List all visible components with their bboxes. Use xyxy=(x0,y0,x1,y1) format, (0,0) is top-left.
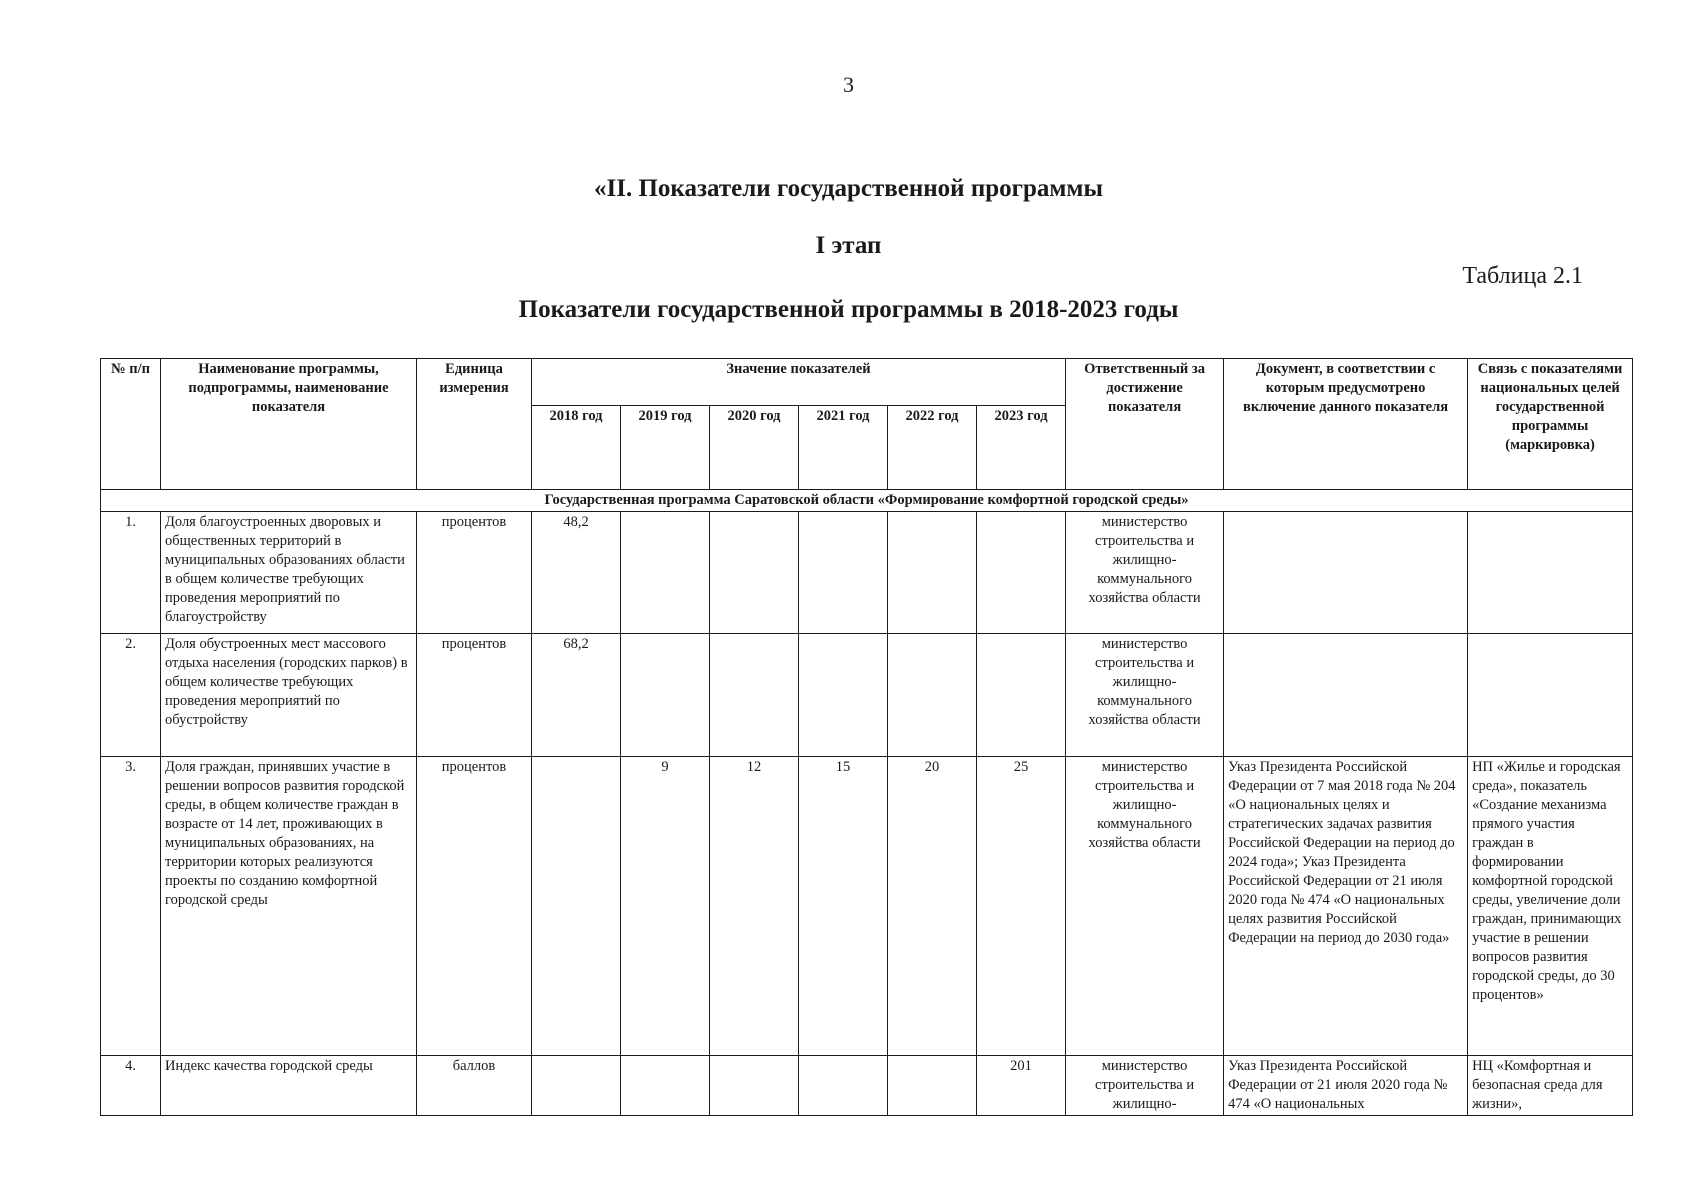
value-cell: 201 xyxy=(977,1056,1066,1116)
header-year: 2018 год xyxy=(532,406,621,490)
header-name: Наименование программы, подпрограммы, наименование показателя xyxy=(161,359,417,490)
header-link: Связь с показателями национальных целей государственной программы (маркировка) xyxy=(1468,359,1633,490)
row-num: 1. xyxy=(101,512,161,634)
value-cell xyxy=(888,512,977,634)
value-cell: 9 xyxy=(621,757,710,1056)
responsible-cell: министерство строительства и жилищно-коммунального хозяйства области xyxy=(1066,634,1224,757)
value-cell xyxy=(621,1056,710,1116)
document-cell xyxy=(1224,512,1468,634)
value-cell: 25 xyxy=(977,757,1066,1056)
header-unit: Единица измерения xyxy=(417,359,532,490)
value-cell: 20 xyxy=(888,757,977,1056)
value-cell xyxy=(888,634,977,757)
header-values: Значение показателей xyxy=(532,359,1066,406)
program-title: Государственная программа Саратовской области «Формирование комфортной городской среды» xyxy=(101,490,1633,512)
link-cell xyxy=(1468,634,1633,757)
value-cell xyxy=(532,1056,621,1116)
link-cell xyxy=(1468,512,1633,634)
row-num: 4. xyxy=(101,1056,161,1116)
responsible-cell: министерство строительства и жилищно-коммунального хозяйства области xyxy=(1066,512,1224,634)
link-cell: НЦ «Комфортная и безопасная среда для жизни», xyxy=(1468,1056,1633,1116)
table-row xyxy=(101,512,1633,634)
indicator-name: Доля благоустроенных дворовых и общественных территорий в муниципальных образованиях области в общем количестве требующих проведения мероприятий по благоустройству xyxy=(161,512,417,634)
value-cell xyxy=(710,512,799,634)
value-cell xyxy=(532,757,621,1056)
value-cell xyxy=(977,512,1066,634)
link-cell: НП «Жилье и городская среда», показатель «Создание механизма прямого участия граждан в формировании комфортной городской среды, увеличение доли граждан, принимающих участие в решении вопросов развития городской среды, до 30 процентов» xyxy=(1468,757,1633,1056)
unit-cell: процентов xyxy=(417,757,532,1056)
value-cell: 48,2 xyxy=(532,512,621,634)
value-cell xyxy=(710,1056,799,1116)
header-responsible: Ответственный за достижение показателя xyxy=(1066,359,1224,490)
program-row xyxy=(101,490,1633,512)
value-cell xyxy=(799,1056,888,1116)
document-cell: Указ Президента Российской Федерации от 21 июля 2020 года № 474 «О национальных xyxy=(1224,1056,1468,1116)
header-year: 2021 год xyxy=(799,406,888,490)
table-row xyxy=(101,1056,1633,1116)
value-cell xyxy=(621,634,710,757)
header-document: Документ, в соответствии с которым предусмотрено включение данного показателя xyxy=(1224,359,1468,490)
unit-cell: процентов xyxy=(417,512,532,634)
row-num: 3. xyxy=(101,757,161,1056)
value-cell: 68,2 xyxy=(532,634,621,757)
header-year: 2023 год xyxy=(977,406,1066,490)
responsible-cell: министерство строительства и жилищно- xyxy=(1066,1056,1224,1116)
value-cell xyxy=(710,634,799,757)
unit-cell: баллов xyxy=(417,1056,532,1116)
value-cell xyxy=(888,1056,977,1116)
header-year: 2022 год xyxy=(888,406,977,490)
header-year: 2020 год xyxy=(710,406,799,490)
section-title: «II. Показатели государственной программы xyxy=(594,175,1103,202)
table-title: Показатели государственной программы в 2018-2023 годы xyxy=(518,296,1179,323)
responsible-cell: министерство строительства и жилищно-коммунального хозяйства области xyxy=(1066,757,1224,1056)
value-cell: 15 xyxy=(799,757,888,1056)
document-cell: Указ Президента Российской Федерации от 7 мая 2018 года № 204 «О национальных целях и стратегических задачах развития Российской Федерации на период до 2024 года»; Указ Президента Российской Федерации от 21 июля 2020 года № 474 «О национальных целях развития Российской Федерации на период до 2030 года» xyxy=(1224,757,1468,1056)
table-row xyxy=(101,634,1633,757)
row-num: 2. xyxy=(101,634,161,757)
value-cell xyxy=(621,512,710,634)
indicator-name: Доля граждан, принявших участие в решении вопросов развития городской среды, в общем количестве граждан в возрасте от 14 лет, проживающих в муниципальных образованиях, на территории которых реализуются проекты по созданию комфортной городской среды xyxy=(161,757,417,1056)
page-number: 3 xyxy=(843,72,854,97)
value-cell xyxy=(977,634,1066,757)
value-cell xyxy=(799,634,888,757)
table-label: Таблица 2.1 xyxy=(1462,263,1583,289)
stage-title: I этап xyxy=(815,232,882,259)
indicator-name: Индекс качества городской среды xyxy=(161,1056,417,1116)
indicators-table xyxy=(100,358,1633,1116)
header-num: № п/п xyxy=(101,359,161,490)
value-cell xyxy=(799,512,888,634)
table-row xyxy=(101,757,1633,1056)
unit-cell: процентов xyxy=(417,634,532,757)
header-year: 2019 год xyxy=(621,406,710,490)
document-cell xyxy=(1224,634,1468,757)
value-cell: 12 xyxy=(710,757,799,1056)
indicator-name: Доля обустроенных мест массового отдыха населения (городских парков) в общем количестве требующих проведения мероприятий по обустройству xyxy=(161,634,417,757)
